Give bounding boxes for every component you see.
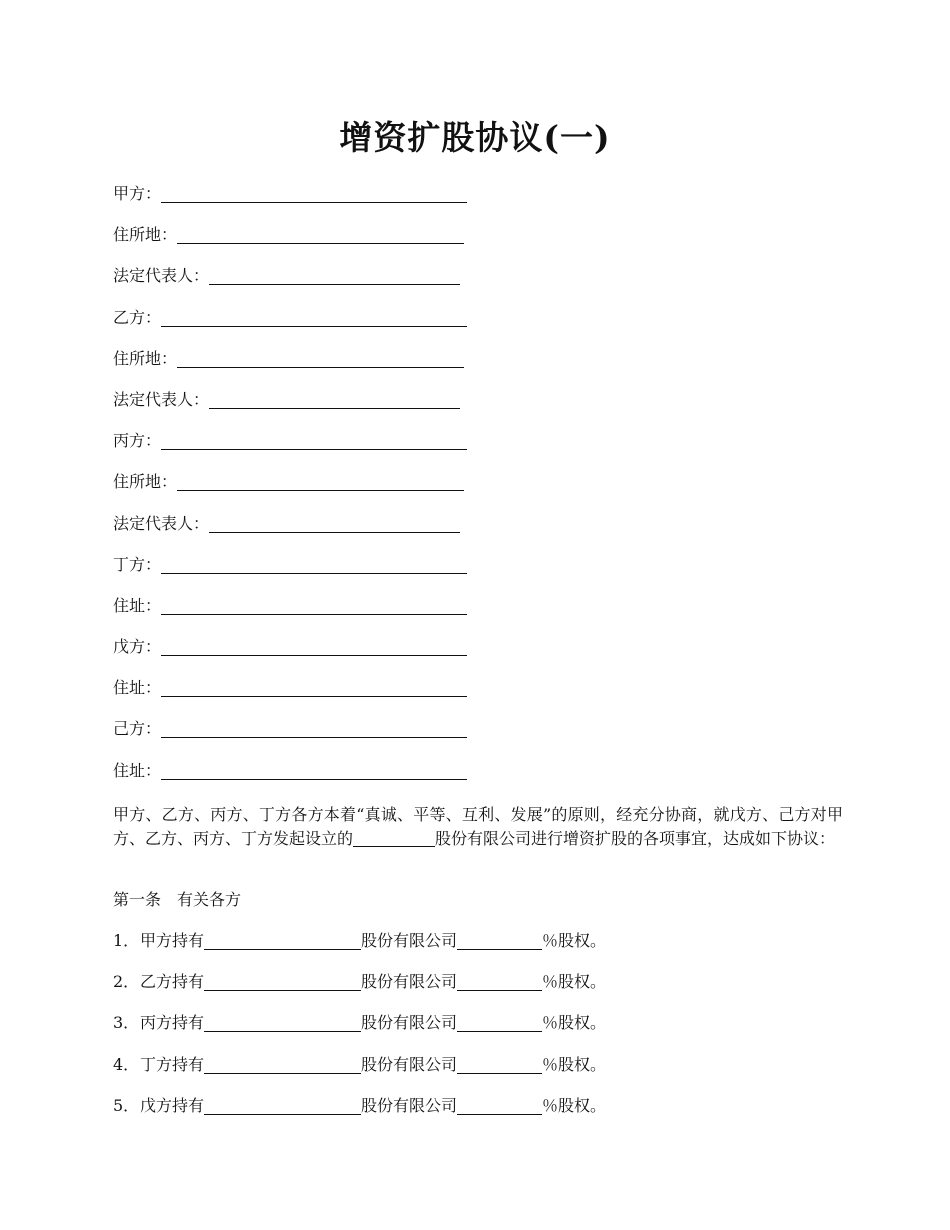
- holder-text: 丁方持有: [140, 1054, 205, 1074]
- holder-text: 丙方持有: [140, 1013, 205, 1033]
- party-line-bing-address: [113, 470, 467, 511]
- fill-in-blank[interactable]: [209, 512, 460, 533]
- holding-item: [113, 1011, 606, 1052]
- fill-in-blank[interactable]: [161, 717, 467, 738]
- company-blank[interactable]: [204, 970, 361, 991]
- fill-in-blank[interactable]: [161, 429, 467, 450]
- intro-text-after: 股份有限公司进行增资扩股的各项事宜，达成如下协议：: [435, 829, 836, 848]
- party-label: 住址：: [113, 678, 162, 698]
- fill-in-blank[interactable]: [161, 676, 467, 697]
- percent-blank[interactable]: [457, 1011, 542, 1032]
- company-blank[interactable]: [204, 1011, 361, 1032]
- company-text: 股份有限公司: [361, 931, 458, 950]
- fill-in-blank[interactable]: [161, 594, 467, 615]
- company-blank[interactable]: [204, 929, 361, 950]
- party-label: 乙方：: [113, 307, 162, 327]
- item-number: 5．: [113, 1095, 140, 1115]
- fill-in-blank[interactable]: [161, 306, 467, 327]
- percent-blank[interactable]: [457, 1094, 542, 1115]
- party-label: 住所地：: [113, 472, 178, 492]
- party-label: 法定代表人：: [113, 389, 210, 409]
- percent-blank[interactable]: [457, 929, 542, 950]
- party-label: 住所地：: [113, 225, 178, 245]
- holding-list: [113, 929, 606, 1135]
- item-number: 2．: [113, 972, 140, 992]
- party-line-bing: [113, 429, 467, 470]
- party-line-bing-representative: [113, 512, 467, 553]
- company-text: 股份有限公司: [361, 1095, 458, 1115]
- party-label: 丙方：: [113, 431, 162, 451]
- holding-item: [113, 1053, 606, 1094]
- fill-in-blank[interactable]: [177, 223, 464, 244]
- party-label: 住址：: [113, 760, 162, 780]
- party-line-ding-address: [113, 594, 467, 635]
- party-label: 住址：: [113, 595, 162, 615]
- holding-item: [113, 1094, 606, 1135]
- equity-suffix: ％股权。: [542, 931, 607, 950]
- equity-suffix: ％股权。: [542, 972, 607, 992]
- intro-paragraph: [113, 803, 843, 851]
- party-line-jia-representative: [113, 264, 467, 305]
- percent-blank[interactable]: [457, 970, 542, 991]
- equity-suffix: ％股权。: [542, 1054, 607, 1074]
- party-line-ding: [113, 553, 467, 594]
- party-line-jia: [113, 182, 467, 223]
- article-heading: 第一条 有关各方: [113, 890, 242, 909]
- party-label: 己方：: [113, 719, 162, 739]
- fill-in-blank[interactable]: [161, 553, 467, 574]
- party-label: 法定代表人：: [113, 513, 210, 533]
- party-list: [113, 182, 467, 800]
- fill-in-blank[interactable]: [161, 635, 467, 656]
- document-title: 增资扩股协议(一): [339, 118, 611, 157]
- item-number: 4．: [113, 1054, 140, 1074]
- party-line-yi-address: [113, 347, 467, 388]
- fill-in-blank[interactable]: [209, 264, 460, 285]
- party-label: 戊方：: [113, 637, 162, 657]
- company-text: 股份有限公司: [361, 1013, 458, 1033]
- holding-item: [113, 929, 606, 970]
- intro-text-before: 甲方、乙方、丙方、丁方各方本着“真诚、平等、互利、发展”的原则，经充分协商，就戊方、己方对甲方、乙方、丙方、丁方发起设立的: [113, 805, 843, 848]
- holder-text: 甲方持有: [140, 931, 205, 950]
- party-line-wu: [113, 635, 467, 676]
- fill-in-blank[interactable]: [161, 182, 467, 203]
- item-number: 3．: [113, 1013, 140, 1033]
- item-number: 1．: [113, 931, 140, 950]
- company-name-blank[interactable]: [353, 828, 435, 847]
- party-line-ji-address: [113, 759, 467, 800]
- party-line-jia-address: [113, 223, 467, 264]
- fill-in-blank[interactable]: [177, 470, 464, 491]
- party-line-yi-representative: [113, 388, 467, 429]
- company-text: 股份有限公司: [361, 1054, 458, 1074]
- party-line-wu-address: [113, 676, 467, 717]
- company-blank[interactable]: [204, 1053, 361, 1074]
- party-label: 法定代表人：: [113, 266, 210, 286]
- fill-in-blank[interactable]: [161, 759, 467, 780]
- holding-item: [113, 970, 606, 1011]
- party-line-yi: [113, 306, 467, 347]
- company-blank[interactable]: [204, 1094, 361, 1115]
- party-line-ji: [113, 717, 467, 758]
- equity-suffix: ％股权。: [542, 1013, 607, 1033]
- party-label: 甲方：: [113, 184, 162, 203]
- party-label: 丁方：: [113, 554, 162, 574]
- holder-text: 乙方持有: [140, 972, 205, 992]
- fill-in-blank[interactable]: [209, 388, 460, 409]
- fill-in-blank[interactable]: [177, 347, 464, 368]
- company-text: 股份有限公司: [361, 972, 458, 992]
- equity-suffix: ％股权。: [542, 1095, 607, 1115]
- holder-text: 戊方持有: [140, 1095, 205, 1115]
- percent-blank[interactable]: [457, 1053, 542, 1074]
- party-label: 住所地：: [113, 348, 178, 368]
